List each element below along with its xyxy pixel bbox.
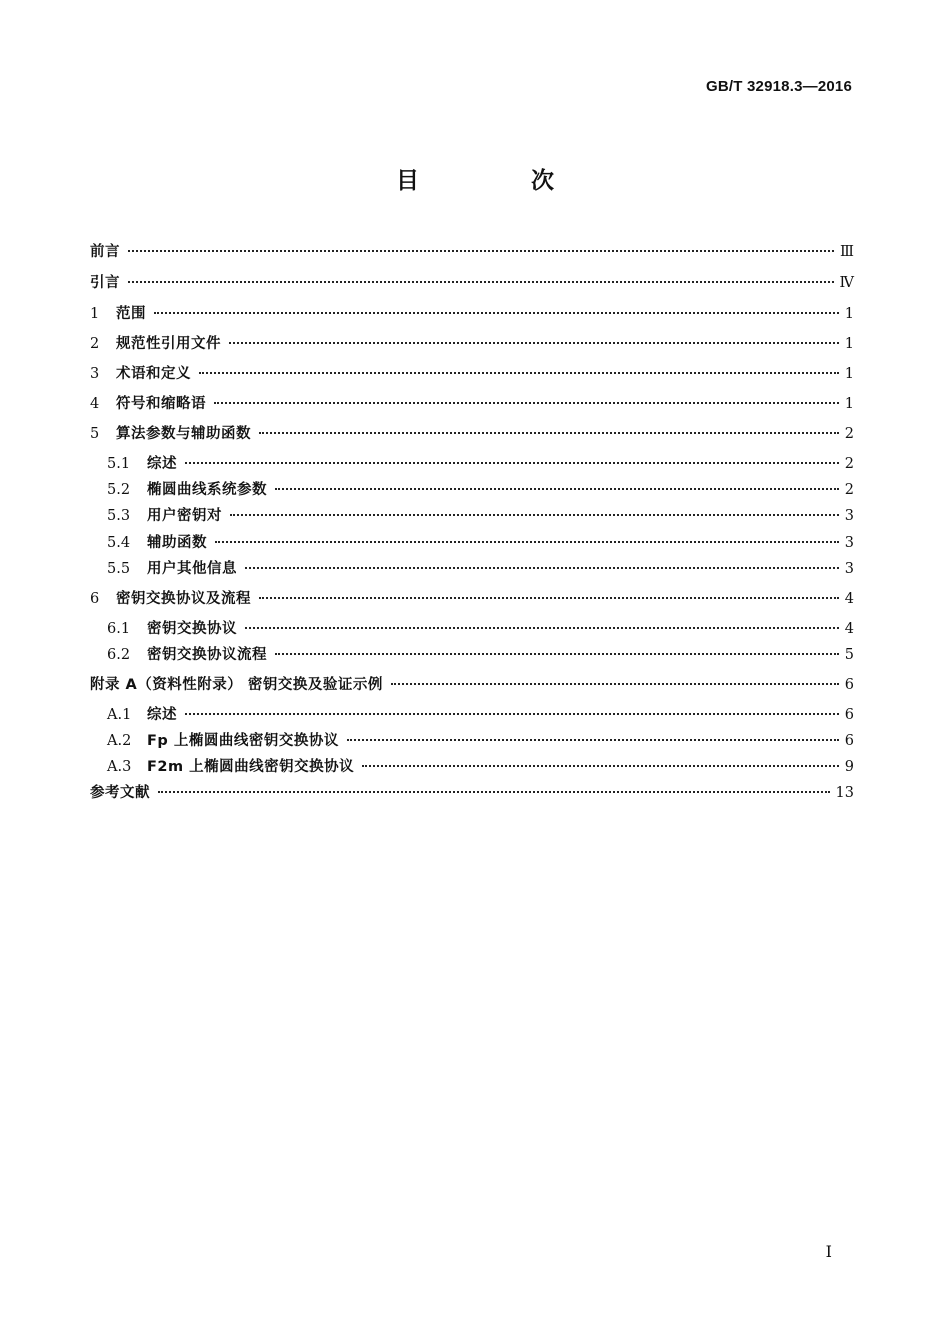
dot-leader — [259, 432, 839, 434]
toc-entry-page: 1 — [844, 366, 854, 382]
toc-entry-number: 6.1 — [107, 621, 131, 637]
toc-entry-number: A.2 — [107, 733, 132, 749]
toc-entry-page: 1 — [844, 336, 854, 352]
dot-leader — [259, 597, 839, 599]
dot-leader — [128, 250, 834, 252]
dot-leader — [391, 683, 839, 685]
toc-title: 目 次 — [395, 168, 606, 194]
toc-entry-page: 5 — [844, 647, 854, 663]
standard-code: GB/T 32918.3—2016 — [706, 78, 852, 95]
toc-entry-label: 用户其他信息 — [147, 561, 237, 577]
dot-leader — [199, 372, 839, 374]
toc-entry[interactable] — [107, 643, 854, 664]
toc-entry-page: 1 — [844, 396, 854, 412]
toc-entry-number: A.1 — [107, 707, 132, 723]
toc-entry-label: 密钥交换协议及流程 — [116, 591, 251, 607]
toc-entry-number: 5.1 — [107, 456, 131, 472]
dot-leader — [275, 653, 839, 655]
toc-entry-number: 5 — [90, 426, 100, 442]
toc-entry-page: 4 — [844, 621, 854, 637]
toc-entry-page: 6 — [844, 733, 854, 749]
toc-entry-label: 参考文献 — [90, 785, 150, 801]
toc-entry-page: 13 — [835, 785, 854, 801]
toc-entry[interactable] — [90, 240, 854, 261]
toc-entry-label: 范围 — [116, 306, 146, 322]
dot-leader — [185, 713, 839, 715]
toc-entry[interactable] — [107, 703, 854, 724]
toc-entry[interactable] — [107, 478, 854, 499]
toc-entry-number: 3 — [90, 366, 100, 382]
dot-leader — [245, 627, 839, 629]
toc-entry-page: 6 — [844, 707, 854, 723]
page-folio: Ⅰ — [825, 1242, 832, 1261]
toc-entry-number: 5.3 — [107, 508, 131, 524]
dot-leader — [214, 402, 839, 404]
toc-entry[interactable] — [90, 781, 854, 802]
toc-entry[interactable] — [90, 422, 854, 443]
dot-leader — [158, 791, 830, 793]
toc-entry-label: 符号和缩略语 — [116, 396, 206, 412]
toc-entry-page: 2 — [844, 426, 854, 442]
toc-entry-number: 5.2 — [107, 482, 131, 498]
dot-leader — [229, 342, 839, 344]
toc-entry-label: 规范性引用文件 — [116, 336, 221, 352]
toc-entry[interactable] — [90, 392, 854, 413]
toc-entry-label: F2m 上椭圆曲线密钥交换协议 — [147, 759, 355, 775]
toc-entry[interactable] — [90, 271, 854, 292]
toc-entry-label: 用户密钥对 — [147, 508, 222, 524]
toc-entry-number: 6.2 — [107, 647, 131, 663]
toc-entry[interactable] — [107, 729, 854, 750]
dot-leader — [230, 514, 839, 516]
toc-entry-label: 算法参数与辅助函数 — [116, 426, 251, 442]
toc-entry[interactable] — [107, 755, 854, 776]
dot-leader — [128, 281, 834, 283]
dot-leader — [185, 462, 839, 464]
toc-entry-page: Ⅲ — [840, 244, 854, 260]
toc-entry[interactable] — [90, 302, 854, 323]
toc-entry-page: 2 — [844, 482, 854, 498]
toc-entry-page: 4 — [844, 591, 854, 607]
toc-entry[interactable] — [107, 504, 854, 525]
toc-entry-label: 前言 — [90, 244, 120, 260]
dot-leader — [245, 567, 839, 569]
toc-entry[interactable] — [90, 332, 854, 353]
toc-entry-page: 6 — [844, 677, 854, 693]
toc-entry-number: 1 — [90, 306, 100, 322]
toc-entry-number: 5.4 — [107, 535, 131, 551]
dot-leader — [362, 765, 839, 767]
toc-entry-label: 密钥交换协议流程 — [147, 647, 267, 663]
toc-entry-page: Ⅳ — [839, 275, 854, 291]
toc-entry[interactable] — [107, 452, 854, 473]
toc-entry-number: 2 — [90, 336, 100, 352]
toc-entry-label: 术语和定义 — [116, 366, 191, 382]
toc-entry-page: 3 — [844, 561, 854, 577]
toc-entry[interactable] — [107, 617, 854, 638]
dot-leader — [154, 312, 839, 314]
toc-entry-page: 2 — [844, 456, 854, 472]
toc-entry[interactable] — [90, 673, 854, 694]
toc-entry-label: 椭圆曲线系统参数 — [147, 482, 267, 498]
toc-entry[interactable] — [90, 362, 854, 383]
dot-leader — [215, 541, 839, 543]
toc-entry-label: 引言 — [90, 275, 120, 291]
toc-entry-label: 密钥交换协议 — [147, 621, 237, 637]
toc-entry-page: 3 — [844, 508, 854, 524]
toc-entry[interactable] — [90, 587, 854, 608]
dot-leader — [347, 739, 839, 741]
toc-entry-number: 6 — [90, 591, 100, 607]
toc-entry-number: 4 — [90, 396, 100, 412]
toc-entry-number: A.3 — [107, 759, 132, 775]
toc-entry-label: 附录 A（资料性附录） 密钥交换及验证示例 — [90, 677, 383, 693]
toc-entry-label: 辅助函数 — [147, 535, 207, 551]
dot-leader — [275, 488, 839, 490]
toc-entry-page: 3 — [844, 535, 854, 551]
toc-entry-label: 综述 — [147, 707, 177, 723]
toc-entry-number: 5.5 — [107, 561, 131, 577]
toc-entry[interactable] — [107, 531, 854, 552]
toc-entry-page: 9 — [844, 759, 854, 775]
toc-entry-label: Fp 上椭圆曲线密钥交换协议 — [147, 733, 339, 749]
toc-entry-label: 综述 — [147, 456, 177, 472]
toc-entry-page: 1 — [844, 306, 854, 322]
toc-entry[interactable] — [107, 557, 854, 578]
